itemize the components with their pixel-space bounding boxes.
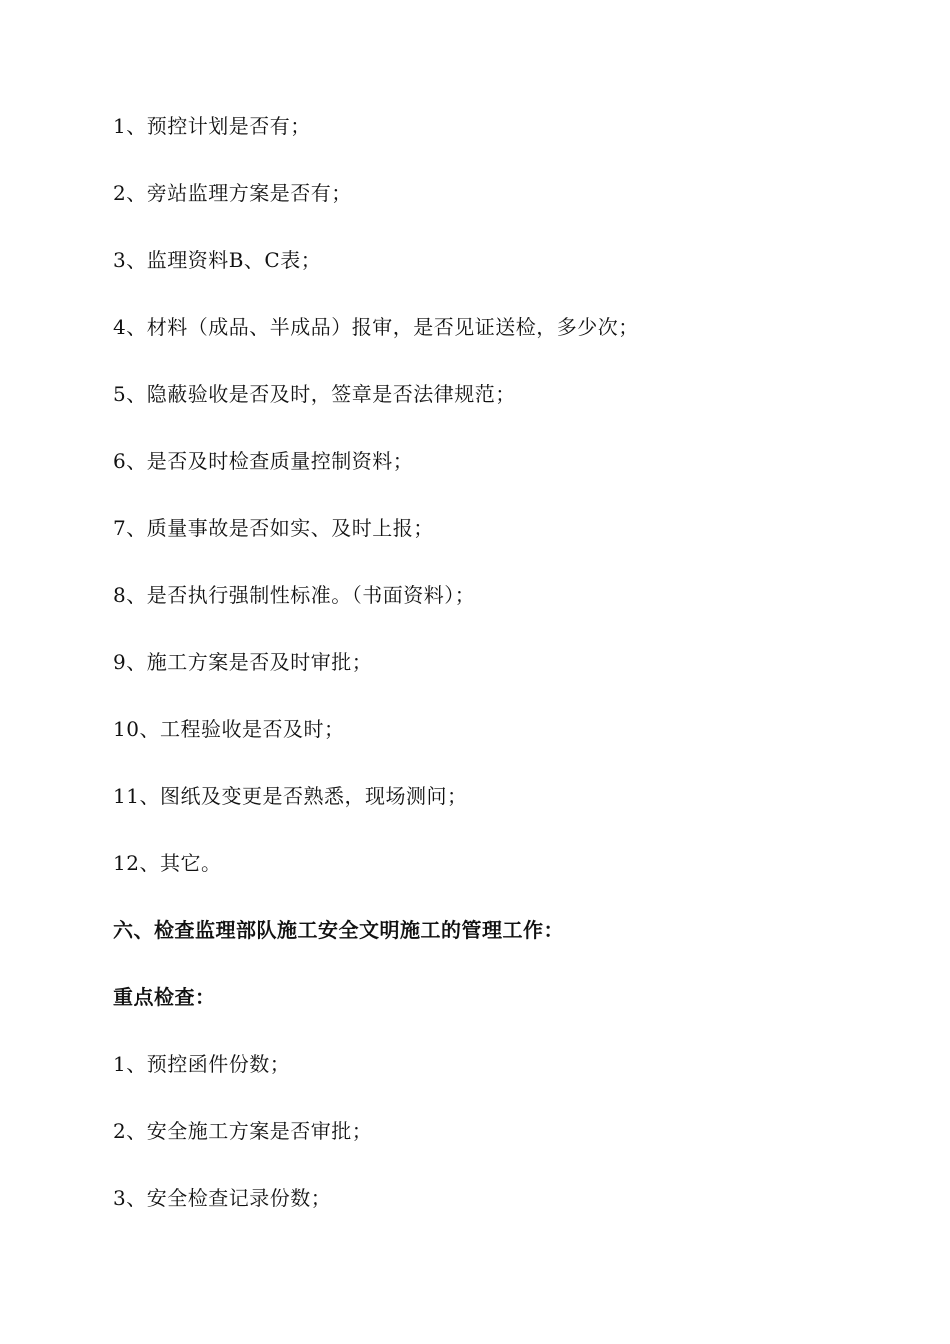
- list-item: 5、隐蔽验收是否及时，签章是否法律规范；: [113, 382, 516, 406]
- list-item: 8、是否执行强制性标准。（书面资料）；: [113, 583, 476, 607]
- list-item: 6、是否及时检查质量控制资料；: [113, 449, 414, 473]
- list-item: 11、图纸及变更是否熟悉，现场测问；: [113, 784, 468, 808]
- list-item: 3、监理资料B、C表；: [113, 248, 322, 272]
- list-item: 7、质量事故是否如实、及时上报；: [113, 516, 434, 540]
- list-item: 10、工程验收是否及时；: [113, 717, 345, 741]
- section-heading: 六、检查监理部队施工安全文明施工的管理工作：: [113, 918, 564, 942]
- section-subheading: 重点检查：: [113, 985, 216, 1009]
- list-item: 12、其它。: [113, 851, 222, 875]
- list-item: 9、施工方案是否及时审批；: [113, 650, 373, 674]
- list-item: 1、预控函件份数；: [113, 1052, 291, 1076]
- list-item: 3、安全检查记录份数；: [113, 1186, 332, 1210]
- list-item: 4、材料（成品、半成品）报审，是否见证送检，多少次；: [113, 315, 639, 339]
- list-item: 2、安全施工方案是否审批；: [113, 1119, 373, 1143]
- list-item: 1、预控计划是否有；: [113, 114, 311, 138]
- list-item: 2、旁站监理方案是否有；: [113, 181, 352, 205]
